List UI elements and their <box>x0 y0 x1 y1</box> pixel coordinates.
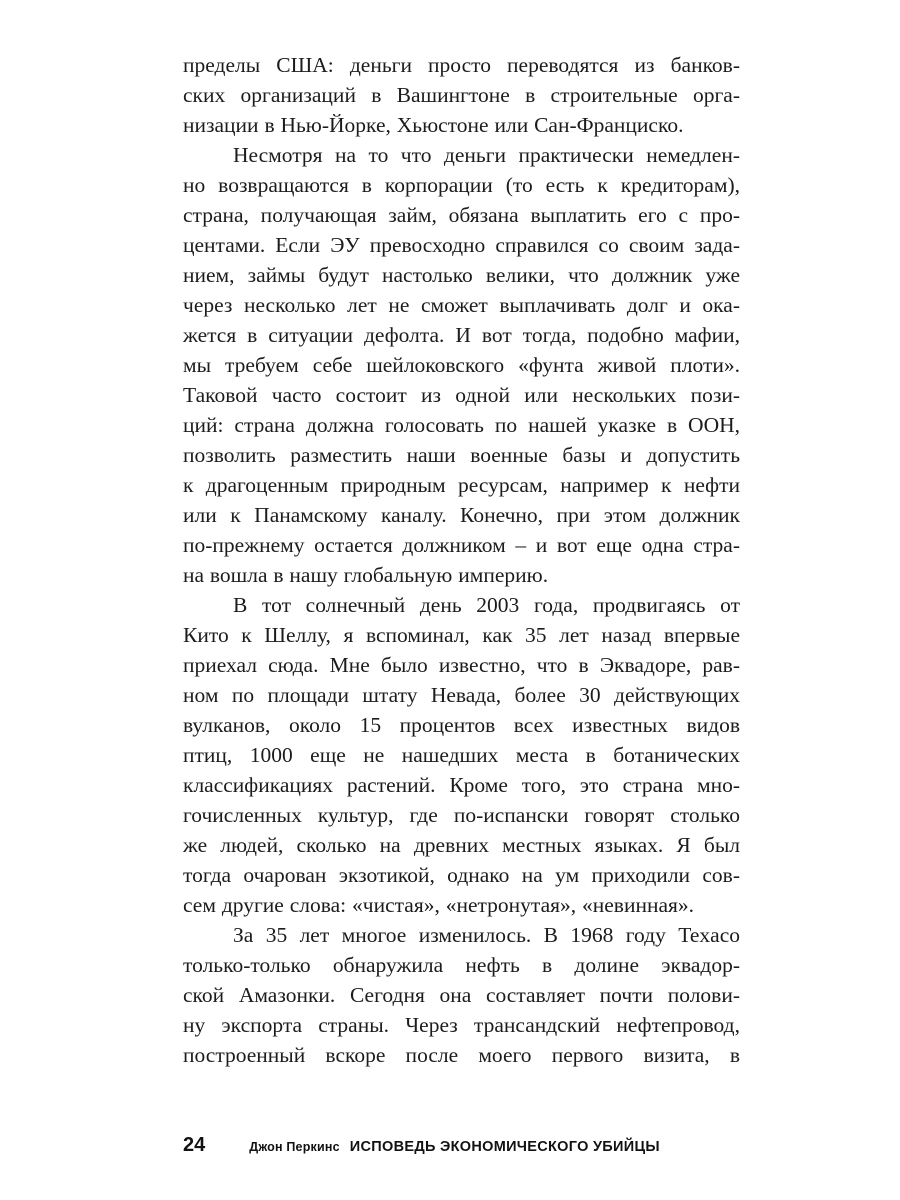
text-line: ской Амазонки. Сегодня она составляет почти полови- <box>183 983 740 1007</box>
text-line: сем другие слова: «чистая», «нетронутая», «невинная». <box>183 893 695 917</box>
text-line: Таковой часто состоит из одной или нескольких пози- <box>183 383 740 407</box>
text-line: тогда очарован экзотикой, однако на ум приходили сов- <box>183 863 740 887</box>
text-line: За 35 лет многое изменилось. В 1968 году Texaco <box>233 923 740 947</box>
text-line: нием, займы будут настолько велики, что должник уже <box>183 263 740 287</box>
text-line: низации в Нью-Йорке, Хьюстоне или Сан-Франциско. <box>183 113 684 137</box>
text-line: же людей, сколько на древних местных языках. Я был <box>183 833 740 857</box>
text-line: приехал сюда. Мне было известно, что в Эквадоре, рав- <box>183 653 740 677</box>
text-line: В тот солнечный день 2003 года, продвигаясь от <box>233 593 740 617</box>
text-line: центами. Если ЭУ превосходно справился со своим зада- <box>183 233 740 257</box>
text-line: Кито к Шеллу, я вспоминал, как 35 лет назад впервые <box>183 623 740 647</box>
text-line: но возвращаются в корпорации (то есть к кредиторам), <box>183 173 740 197</box>
text-line: ном по площади штату Невада, более 30 действующих <box>183 683 740 707</box>
text-line: только-только обнаружила нефть в долине эквадор- <box>183 953 740 977</box>
text-line: к драгоценным природным ресурсам, например к нефти <box>183 473 740 497</box>
text-line: позволить разместить наши военные базы и допустить <box>183 443 740 467</box>
text-line: или к Панамскому каналу. Конечно, при этом должник <box>183 503 740 527</box>
footer-author: Джон Перкинс <box>249 1140 340 1154</box>
text-line: ских организаций в Вашингтоне в строительные орга- <box>183 83 740 107</box>
page-number: 24 <box>183 1134 206 1156</box>
text-line: пределы США: деньги просто переводятся из банков- <box>183 53 740 77</box>
text-line: страна, получающая займ, обязана выплатить его с про- <box>183 203 740 227</box>
text-line: по-прежнему остается должником – и вот еще одна стра- <box>183 533 740 557</box>
page-footer <box>183 1134 660 1157</box>
text-line: через несколько лет не сможет выплачивать долг и ока- <box>183 293 740 317</box>
text-line: мы требуем себе шейлоковского «фунта живой плоти». <box>183 353 740 377</box>
text-line: ций: страна должна голосовать по нашей указке в ООН, <box>183 413 740 437</box>
text-line: гочисленных культур, где по-испански говорят столько <box>183 803 740 827</box>
text-line: классификациях растений. Кроме того, это страна мно- <box>183 773 740 797</box>
footer-book-title: ИСПОВЕДЬ ЭКОНОМИЧЕСКОГО УБИЙЦЫ <box>349 1139 660 1155</box>
text-line: птиц, 1000 еще не нашедших места в ботанических <box>183 743 740 767</box>
text-line: на вошла в нашу глобальную империю. <box>183 563 549 587</box>
text-line: вулканов, около 15 процентов всех известных видов <box>183 713 740 737</box>
text-line: построенный вскоре после моего первого визита, в <box>183 1043 740 1067</box>
text-line: Несмотря на то что деньги практически немедлен- <box>233 143 740 167</box>
body-text <box>183 50 740 1070</box>
text-line: жется в ситуации дефолта. И вот тогда, подобно мафии, <box>183 323 740 347</box>
text-line: ну экспорта страны. Через трансандский нефтепровод, <box>183 1013 740 1037</box>
